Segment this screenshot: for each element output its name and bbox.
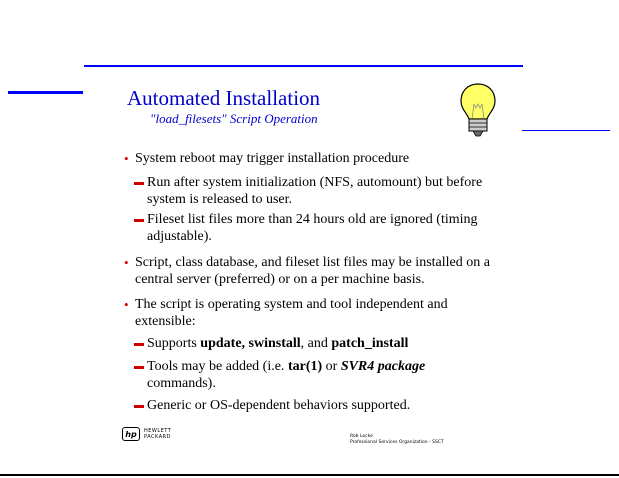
bottom-rule [0, 474, 619, 476]
dash-bullet-icon [134, 366, 144, 369]
bullet-item: • Script, class database, and fileset list files may be installed on a central server (preferred) or on a per machine basis. [124, 255, 490, 287]
slide-title: Automated Installation [127, 86, 321, 110]
top-rule [84, 65, 523, 67]
bullet-item: • System reboot may trigger installation procedure [124, 151, 410, 166]
dash-bullet-icon [134, 343, 144, 346]
left-accent-rule [8, 91, 83, 94]
dash-bullet-icon [134, 182, 144, 185]
hp-logo-text: HEWLETT PACKARD [144, 428, 172, 440]
dash-bullet-icon [134, 219, 144, 222]
sub-bullet-item: Fileset list files more than 24 hours old are ignored (timing adjustable). [147, 211, 478, 245]
bullet-item: • The script is operating system and tool independent and extensible: [124, 297, 448, 329]
lightbulb-icon [459, 82, 497, 138]
sub-bullet-item: Supports update, swinstall, and patch_install [147, 335, 408, 352]
dash-bullet-icon [134, 405, 144, 408]
sub-bullet-item: Generic or OS-dependent behaviors supported. [147, 397, 410, 414]
bullet-dot-icon: • [124, 151, 129, 166]
sub-bullet-item: Run after system initialization (NFS, automount) but before system is released to user. [147, 174, 482, 208]
hp-logo-mark: hp [122, 427, 140, 441]
right-accent-rule [522, 130, 610, 131]
sub-bullet-item: Tools may be added (i.e. tar(1) or SVR4 package commands). [147, 358, 425, 392]
bullet-dot-icon: • [124, 297, 129, 312]
footer-author: Rob Locke [350, 434, 373, 439]
bullet-dot-icon: • [124, 255, 129, 270]
slide-subtitle: "load_filesets" Script Operation [150, 111, 318, 126]
footer-org: Professional Services Organization - SSCT [350, 440, 444, 445]
footer-credit [350, 434, 444, 446]
hp-logo [122, 427, 171, 441]
